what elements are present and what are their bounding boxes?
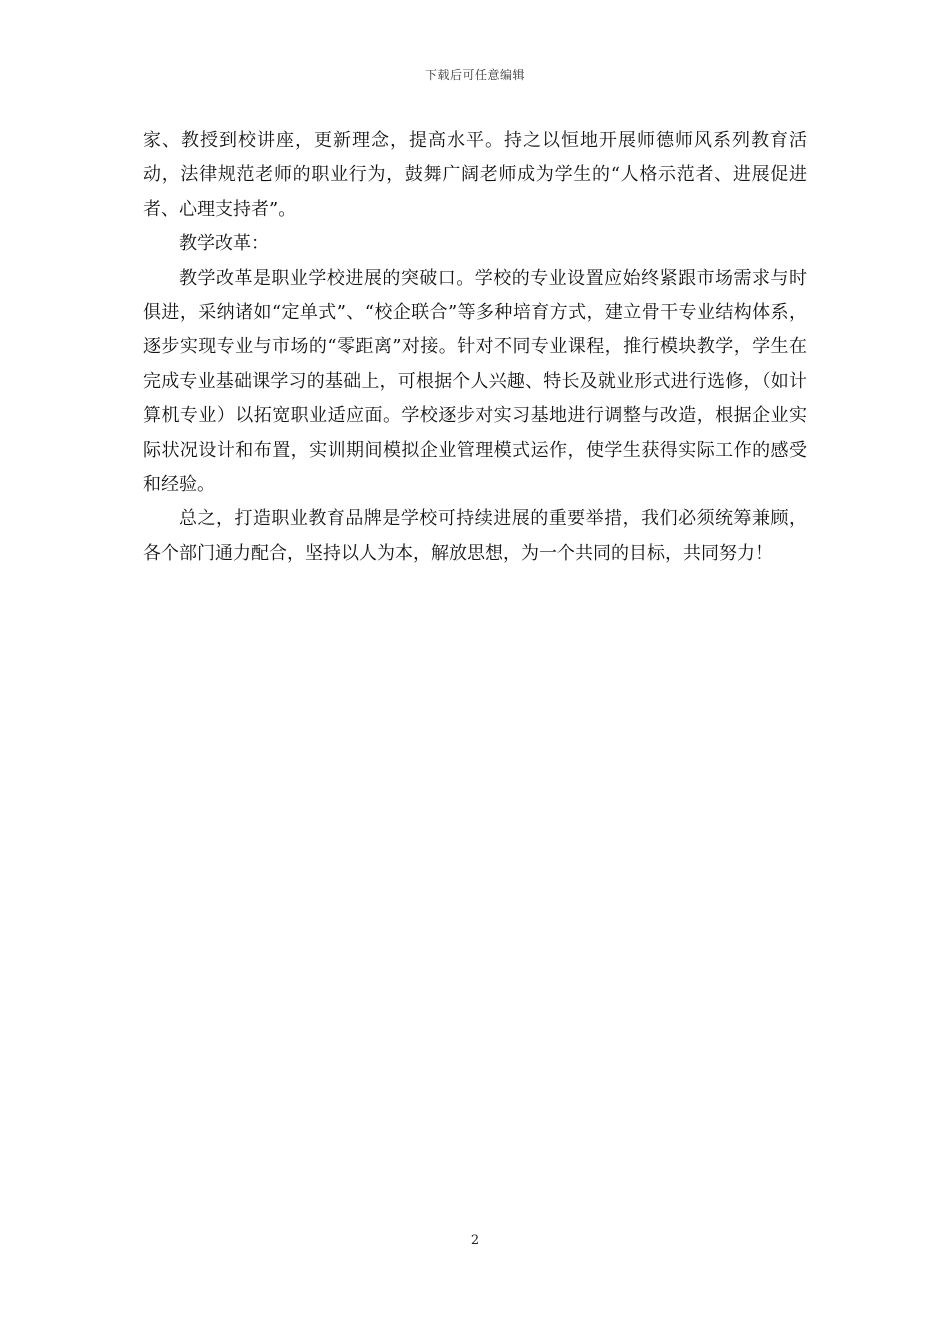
paragraph-teaching-reform: 教学改革是职业学校进展的突破口。学校的专业设置应始终紧跟市场需求与时俱进，采纳诸如“定单式”、“校企联合”等多种培育方式，建立骨干专业结构体系，逐步实现专业与市场的“零距离”对接。针对不同专业课程，推行模块教学，学生在完成专业基础课学习的基础上，可根据个人兴趣、特长及就业形式进行选修，（如计算机专业）以拓宽职业适应面。学校逐步对实习基地进行调整与改造，根据企业实际状况设计和布置，实训期间模拟企业管理模式运作，使学生获得实际工作的感受和经验。 — [143, 267, 807, 496]
document-body — [143, 124, 807, 571]
page-number: 2 — [470, 1233, 480, 1248]
paragraph-continuation: 家、教授到校讲座，更新理念，提高水平。持之以恒地开展师德师风系列教育活动，法律规范老师的职业行为，鼓舞广阔老师成为学生的“人格示范者、进展促进者、心理支持者”。 — [143, 130, 807, 220]
section-heading-teaching-reform: 教学改革： — [179, 233, 269, 255]
paragraph-conclusion: 总之，打造职业教育品牌是学校可持续进展的重要举措，我们必须统筹兼顾，各个部门通力配合，坚持以人为本，解放思想，为一个共同的目标，共同努力！ — [143, 508, 807, 564]
page-header: 下载后可任意编辑 — [424, 68, 525, 82]
